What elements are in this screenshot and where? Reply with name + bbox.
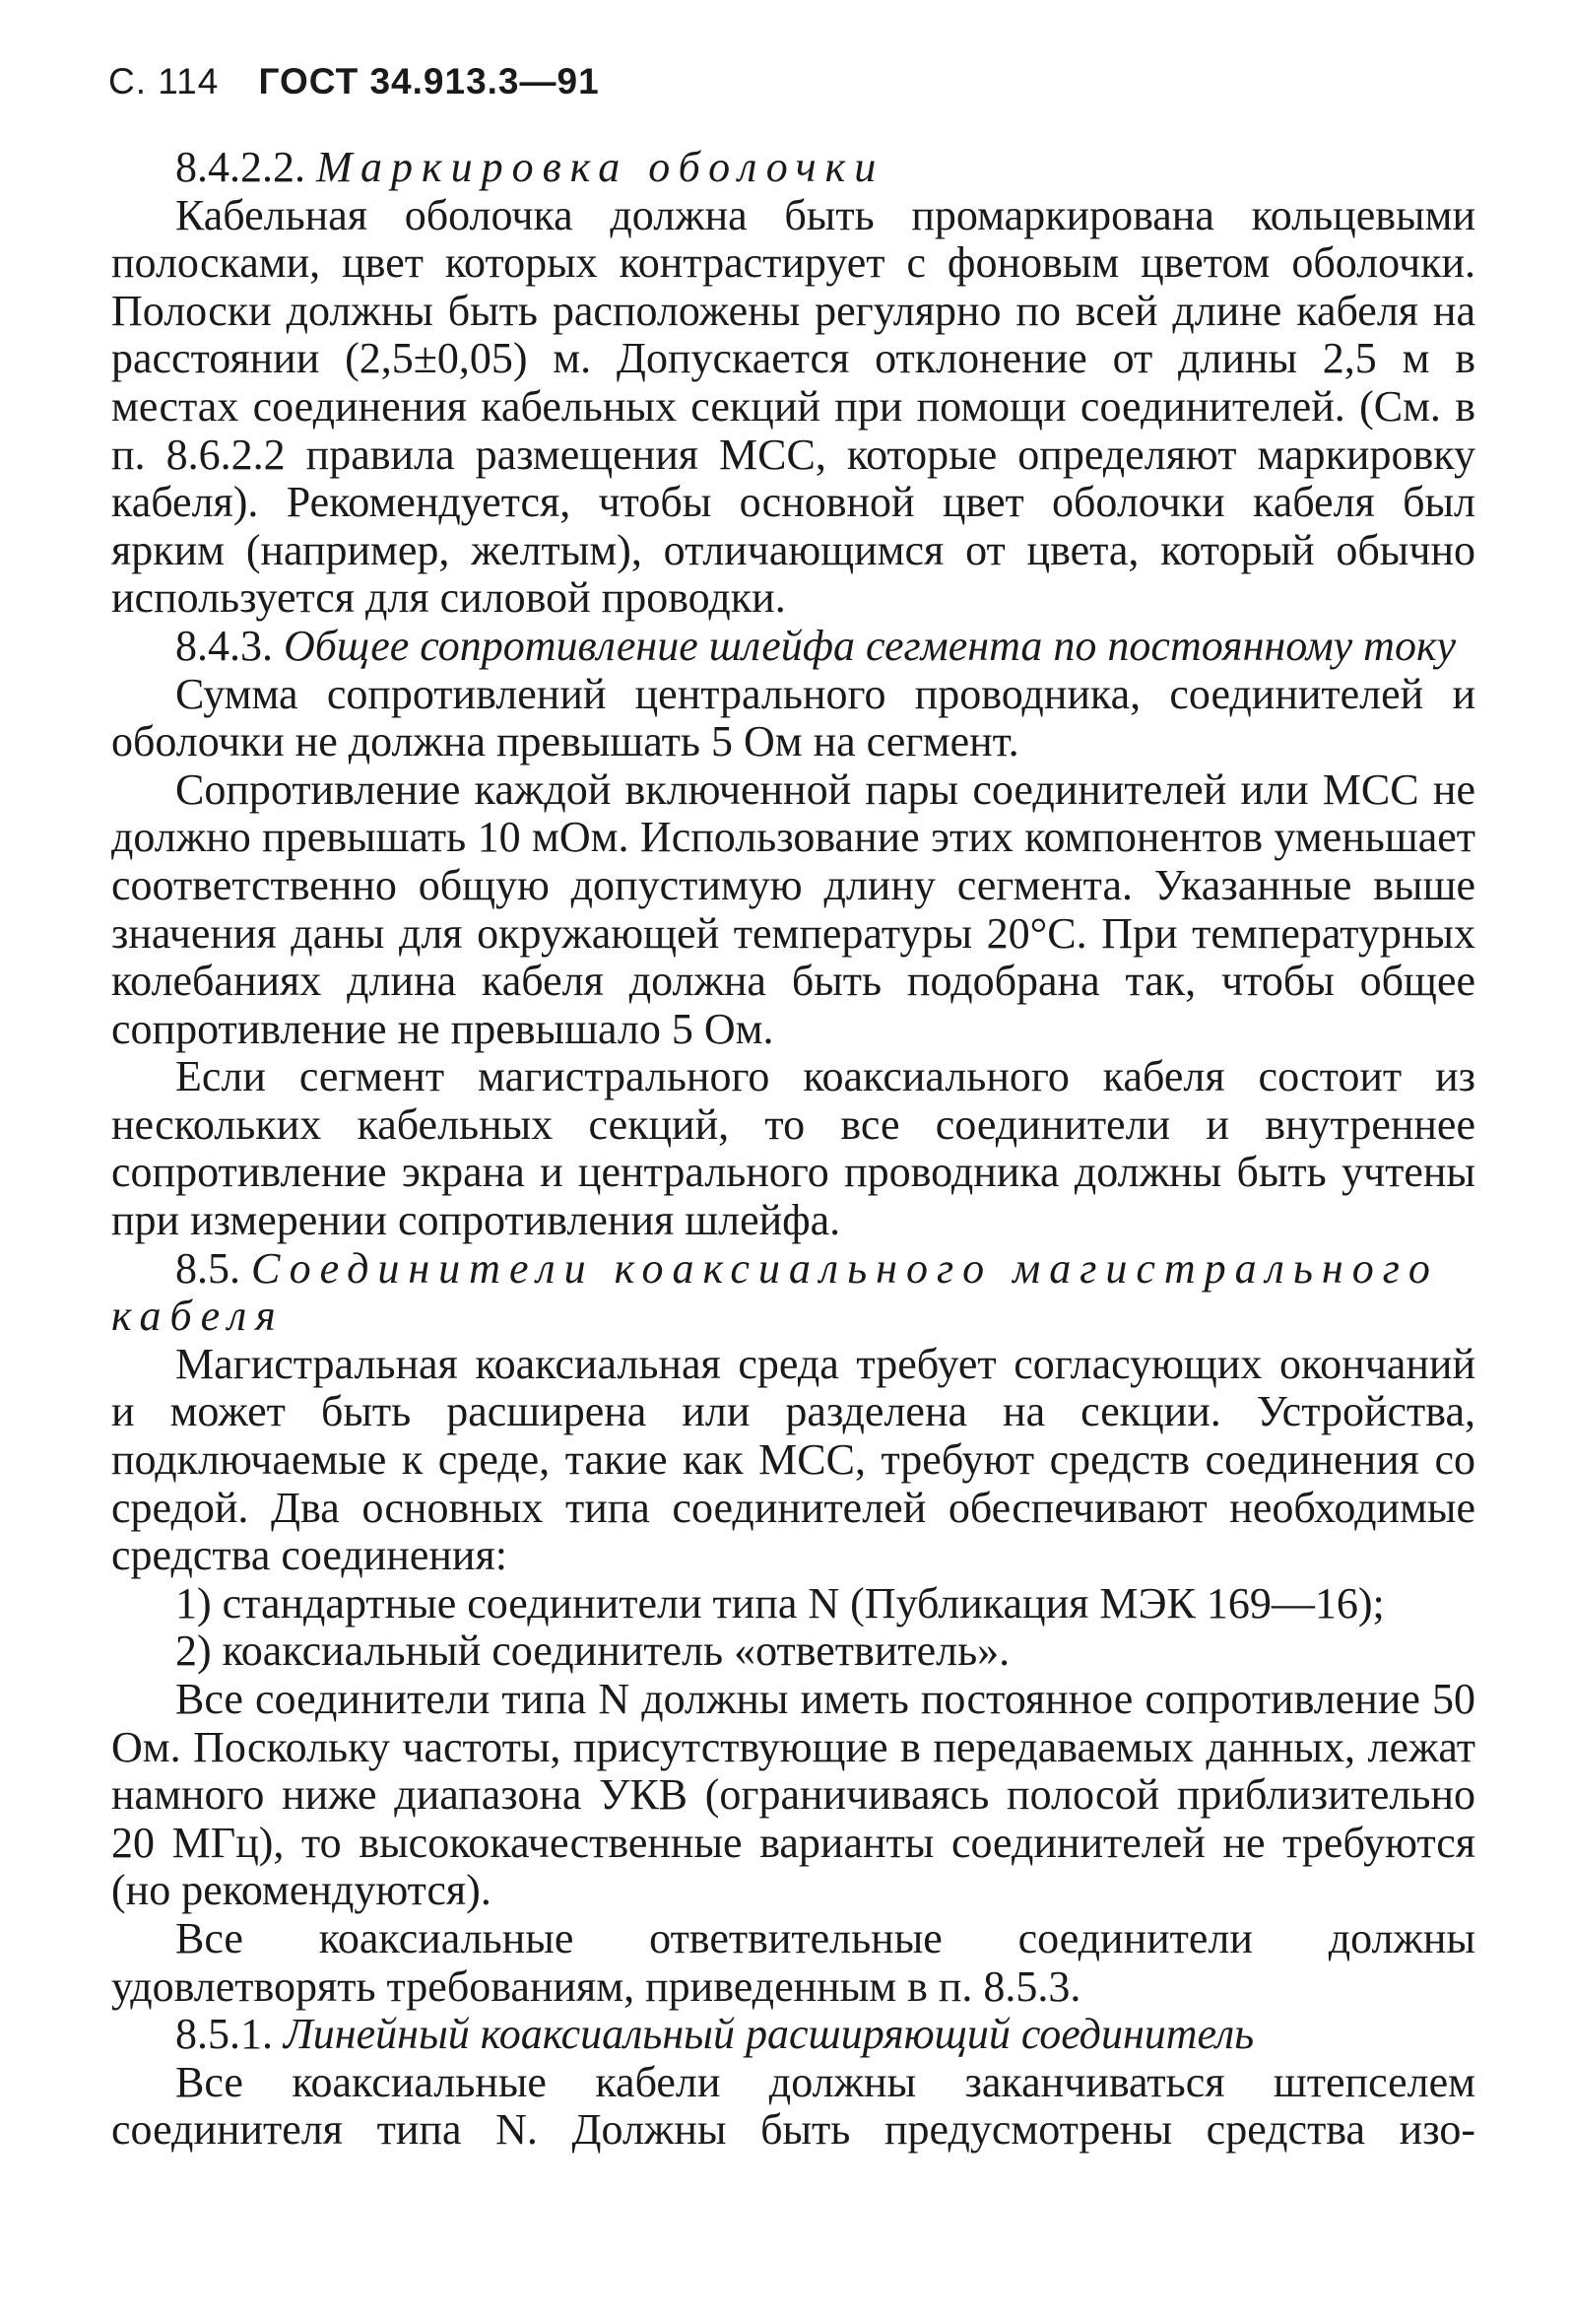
paragraph: Все коаксиальные ответвительные соединители должны удовлетворять требованиям, приведенным в п. 8.5.3.	[111, 1913, 1475, 2011]
page-number: С. 114	[108, 61, 220, 101]
section-title: Общее сопротивление шлейфа сегмента по постоянному току	[284, 621, 1457, 670]
paragraph: Сумма сопротивлений центрального проводника, соединителей и оболочки не должна превышать 5 Ом на сегмент.	[111, 669, 1475, 766]
paragraph: Сопротивление каждой включенной пары соединителей или МСС не должно превышать 10 мОм. Использование этих компонентов уменьшает соответственно общую допустимую длину сегмента. Указанные выше значения даны для окружающей температуры 20°С. При температурных колебаниях длина кабеля должна быть подобрана так, чтобы общее сопротивление не превышало 5 Ом.	[111, 764, 1475, 1053]
section-heading	[111, 623, 1475, 671]
paragraph: Магистральная коаксиальная среда требует согласующих окончаний и может быть расширена или разделена на секции. Устройства, подключаемые к среде, такие как МСС, требуют средств соединения со средой. Два основных типа соединителей обеспечивают необходимые средства соединения:	[111, 1339, 1475, 1580]
section-number: 8.5.1.	[175, 2010, 273, 2059]
section-heading	[111, 144, 1475, 192]
list-item: 1) стандартные соединители типа N (Публикация МЭК 169—16);	[175, 1578, 1385, 1627]
standard-code: ГОСТ 34.913.3—91	[258, 61, 600, 101]
document-body	[111, 144, 1475, 2155]
section-number: 8.4.2.2.	[175, 143, 305, 191]
paragraph: Все коаксиальные кабели должны заканчиваться штепселем соединителя типа N. Должны быть предусмотрены средства изо-	[111, 2057, 1475, 2155]
paragraph: Если сегмент магистрального коаксиального кабеля состоит из нескольких кабельных секций, то все соединители и внутреннее сопротивление экрана и центрального проводника должны быть учтены при измерении сопротивления шлейфа.	[111, 1052, 1475, 1245]
section-title: Соединители коаксиального магистрального кабеля	[111, 1243, 1439, 1341]
list-item: 2) коаксиальный соединитель «ответвитель».	[175, 1627, 1011, 1676]
section-title: Маркировка оболочки	[316, 143, 885, 191]
paragraph: Кабельная оболочка должна быть промаркирована кольцевыми полосками, цвет которых контрастирует с фоновым цветом оболочки. Полоски должны быть расположены регулярно по всей длине кабеля на расстоянии (2,5±0,05) м. Допускается отклонение от длины 2,5 м в местах соединения кабельных секций при помощи соединителей. (См. в п. 8.6.2.2 правила размещения МСС, которые определяют маркировку кабеля). Рекомендуется, чтобы основной цвет оболочки кабеля был ярким (например, желтым), отличающимся от цвета, который обычно используется для силовой проводки.	[111, 190, 1475, 623]
paragraph: Все соединители типа N должны иметь постоянное сопротивление 50 Ом. Поскольку частоты, присутствующие в передаваемых данных, лежат намного ниже диапазона УКВ (ограничиваясь полосой приблизительно 20 МГц), то высококачественные варианты соединителей не требуются (но рекомендуются).	[111, 1675, 1475, 1915]
section-heading	[111, 1245, 1475, 1341]
section-title: Линейный коаксиальный расширяющий соединитель	[284, 2010, 1255, 2059]
section-heading	[111, 2011, 1475, 2059]
section-number: 8.5.	[175, 1243, 240, 1293]
section-number: 8.4.3.	[175, 621, 273, 670]
page-header	[108, 61, 600, 103]
